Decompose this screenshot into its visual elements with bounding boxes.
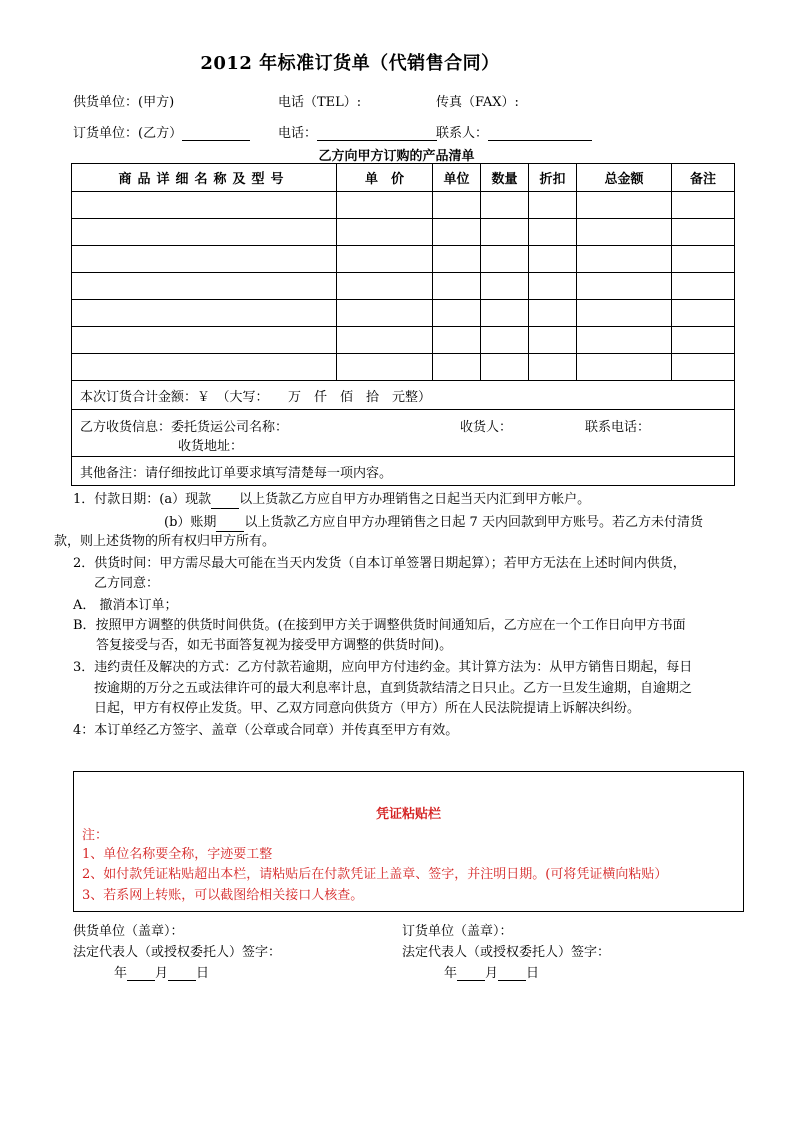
term-B-line1: B．按照甲方调整的供货时间供货。(在接到甲方关于调整供货时间通知后，乙方应在一个工作日向甲方书面 xyxy=(73,618,686,633)
term-1b xyxy=(164,513,703,532)
cell-total[interactable] xyxy=(577,327,672,354)
term-2-line2: 乙方同意： xyxy=(94,576,160,591)
cell-remarks[interactable] xyxy=(672,246,735,273)
page-title: 2012 年标准订货单（代销售合同） xyxy=(200,53,500,74)
supplier-phone-label: 电话（TEL）: xyxy=(278,95,362,110)
cell-remarks[interactable] xyxy=(672,273,735,300)
other-notes-row xyxy=(72,457,735,486)
receive-company-label: 乙方收货信息：委托货运公司名称： xyxy=(80,420,289,435)
orderer-legal-rep-label: 法定代表人（或授权委托人）签字： xyxy=(402,945,611,960)
cell-remarks[interactable] xyxy=(672,354,735,381)
header-unit-price: 单 价 xyxy=(337,164,433,192)
supplier-label: 供货单位：(甲方) xyxy=(73,95,175,110)
cell-price[interactable] xyxy=(337,354,433,381)
cell-quantity[interactable] xyxy=(481,219,529,246)
table-row[interactable] xyxy=(72,192,735,219)
cell-discount[interactable] xyxy=(529,246,577,273)
table-row[interactable] xyxy=(72,273,735,300)
receive-info-row xyxy=(72,410,735,457)
cell-unit[interactable] xyxy=(433,354,481,381)
cell-total[interactable] xyxy=(577,300,672,327)
table-row[interactable] xyxy=(72,327,735,354)
cell-discount[interactable] xyxy=(529,219,577,246)
cell-quantity[interactable] xyxy=(481,273,529,300)
table-row[interactable] xyxy=(72,300,735,327)
paste-note-2: 2、如付款凭证粘贴超出本栏，请粘贴后在付款凭证上盖章、签字，并注明日期。(可将凭证横向粘贴） xyxy=(82,867,668,882)
term-1b-cont: 款，则上述货物的所有权归甲方所有。 xyxy=(54,534,276,549)
cell-discount[interactable] xyxy=(529,327,577,354)
cell-quantity[interactable] xyxy=(481,246,529,273)
cell-price[interactable] xyxy=(337,273,433,300)
orderer-date xyxy=(444,962,539,981)
cell-product[interactable] xyxy=(72,219,337,246)
orderer-row xyxy=(73,122,250,141)
cell-total[interactable] xyxy=(577,219,672,246)
product-table xyxy=(71,163,735,486)
cell-quantity[interactable] xyxy=(481,327,529,354)
cell-product[interactable] xyxy=(72,192,337,219)
other-notes-text: 其他备注：请仔细按此订单要求填写清楚每一项内容。 xyxy=(72,457,735,486)
supplier-date-day: 日 xyxy=(196,966,210,981)
cell-price[interactable] xyxy=(337,327,433,354)
supplier-fax-label: 传真（FAX）: xyxy=(436,95,519,110)
term-A: A． 撤消本订单； xyxy=(73,598,178,613)
cell-price[interactable] xyxy=(337,246,433,273)
cash-days-blank[interactable] xyxy=(211,495,239,509)
receive-address-label: 收货地址： xyxy=(178,439,244,454)
cell-product[interactable] xyxy=(72,246,337,273)
term-1b-text: 以上货款乙方应自甲方办理销售之日起 7 天内回款到甲方账号。若乙方未付清货 xyxy=(244,515,703,530)
header-quantity: 数量 xyxy=(481,164,529,192)
cell-quantity[interactable] xyxy=(481,300,529,327)
voucher-paste-box[interactable] xyxy=(73,771,744,912)
receive-phone-label: 联系电话： xyxy=(585,420,651,435)
cell-discount[interactable] xyxy=(529,300,577,327)
cell-unit[interactable] xyxy=(433,300,481,327)
cell-remarks[interactable] xyxy=(672,192,735,219)
header-unit: 单位 xyxy=(433,164,481,192)
receive-info-cell[interactable] xyxy=(72,410,735,457)
cell-unit[interactable] xyxy=(433,192,481,219)
header-discount: 折扣 xyxy=(529,164,577,192)
orderer-date-day: 日 xyxy=(526,966,540,981)
cell-price[interactable] xyxy=(337,300,433,327)
orderer-day-blank[interactable] xyxy=(498,967,526,981)
orderer-phone-blank[interactable] xyxy=(317,126,437,141)
cell-discount[interactable] xyxy=(529,354,577,381)
orderer-date-month: 月 xyxy=(485,966,499,981)
cell-remarks[interactable] xyxy=(672,327,735,354)
orderer-date-year: 年 xyxy=(444,966,458,981)
table-row[interactable] xyxy=(72,219,735,246)
supplier-seal-label: 供货单位（盖章）： xyxy=(73,924,184,939)
cell-unit[interactable] xyxy=(433,327,481,354)
paste-note-1: 1、单位名称要全称，字迹要工整 xyxy=(82,847,273,862)
table-title: 乙方向甲方订购的产品清单 xyxy=(318,149,475,164)
cell-product[interactable] xyxy=(72,273,337,300)
paste-note-label: 注： xyxy=(82,828,109,843)
term-1a-text: 以上货款乙方应自甲方办理销售之日起当天内汇到甲方帐户。 xyxy=(239,492,591,507)
cell-product[interactable] xyxy=(72,300,337,327)
header-total-amount: 总金额 xyxy=(577,164,672,192)
supplier-day-blank[interactable] xyxy=(168,967,196,981)
total-amount-text[interactable]: 本次订货合计金额：￥ （大写： 万 仟 佰 拾 元整） xyxy=(72,381,735,410)
orderer-phone-label: 电话： xyxy=(278,126,318,141)
orderer-contact-row xyxy=(436,122,592,141)
term-B-line2: 答复接受与否，如无书面答复视为接受甲方调整的供货时间)。 xyxy=(96,638,453,653)
orderer-name-blank[interactable] xyxy=(182,126,250,141)
cell-total[interactable] xyxy=(577,273,672,300)
term-1-prefix: 1．付款日期：(a）现款 xyxy=(73,492,212,507)
credit-days-blank[interactable] xyxy=(216,518,244,532)
term-3-line1: 3．违约责任及解决的方式：乙方付款若逾期，应向甲方付违约金。其计算方法为：从甲方销售日期起，每日 xyxy=(73,660,693,675)
cell-remarks[interactable] xyxy=(672,300,735,327)
cell-unit[interactable] xyxy=(433,273,481,300)
supplier-date-year: 年 xyxy=(114,966,128,981)
cell-product[interactable] xyxy=(72,354,337,381)
supplier-legal-rep-label: 法定代表人（或授权委托人）签字： xyxy=(73,945,282,960)
orderer-contact-blank[interactable] xyxy=(488,126,592,141)
cell-quantity[interactable] xyxy=(481,354,529,381)
supplier-date-month: 月 xyxy=(155,966,169,981)
header-remarks: 备注 xyxy=(672,164,735,192)
orderer-month-blank[interactable] xyxy=(457,967,485,981)
term-1b-prefix: (b）账期 xyxy=(164,515,217,530)
cell-discount[interactable] xyxy=(529,192,577,219)
paste-box-title: 凭证粘贴栏 xyxy=(375,807,441,822)
orderer-label: 订货单位：(乙方） xyxy=(73,126,183,141)
term-3-line2: 按逾期的万分之五或法律许可的最大利息率计息，直到货款结清之日只止。乙方一旦发生逾期，自逾期之 xyxy=(94,681,693,696)
cell-total[interactable] xyxy=(577,246,672,273)
table-row[interactable] xyxy=(72,354,735,381)
cell-unit[interactable] xyxy=(433,219,481,246)
term-2-line1: 2．供货时间：甲方需尽最大可能在当天内发货（自本订单签署日期起算）；若甲方无法在上述时间内供货， xyxy=(73,556,686,571)
term-3-line3: 日起，甲方有权停止发货。甲、乙双方同意向供货方（甲方）所在人民法院提请上诉解决纠纷。 xyxy=(94,701,641,716)
table-header-row xyxy=(72,164,735,192)
header-product-name: 商品详细名称及型号 xyxy=(72,164,337,192)
cell-discount[interactable] xyxy=(529,273,577,300)
term-1a xyxy=(73,490,590,509)
supplier-month-blank[interactable] xyxy=(127,967,155,981)
cell-quantity[interactable] xyxy=(481,192,529,219)
cell-remarks[interactable] xyxy=(672,219,735,246)
supplier-date xyxy=(114,962,209,981)
receiver-label: 收货人： xyxy=(460,420,513,435)
cell-total[interactable] xyxy=(577,192,672,219)
paste-note-3: 3、若系网上转账，可以截图给相关接口人核查。 xyxy=(82,888,364,903)
cell-price[interactable] xyxy=(337,219,433,246)
orderer-seal-label: 订货单位（盖章）： xyxy=(402,924,513,939)
table-row[interactable] xyxy=(72,246,735,273)
cell-price[interactable] xyxy=(337,192,433,219)
term-4: 4：本订单经乙方签字、盖章（公章或合同章）并传真至甲方有效。 xyxy=(73,723,459,738)
orderer-contact-label: 联系人： xyxy=(436,126,489,141)
cell-total[interactable] xyxy=(577,354,672,381)
cell-unit[interactable] xyxy=(433,246,481,273)
cell-product[interactable] xyxy=(72,327,337,354)
total-amount-row xyxy=(72,381,735,410)
orderer-phone-row xyxy=(278,122,437,141)
